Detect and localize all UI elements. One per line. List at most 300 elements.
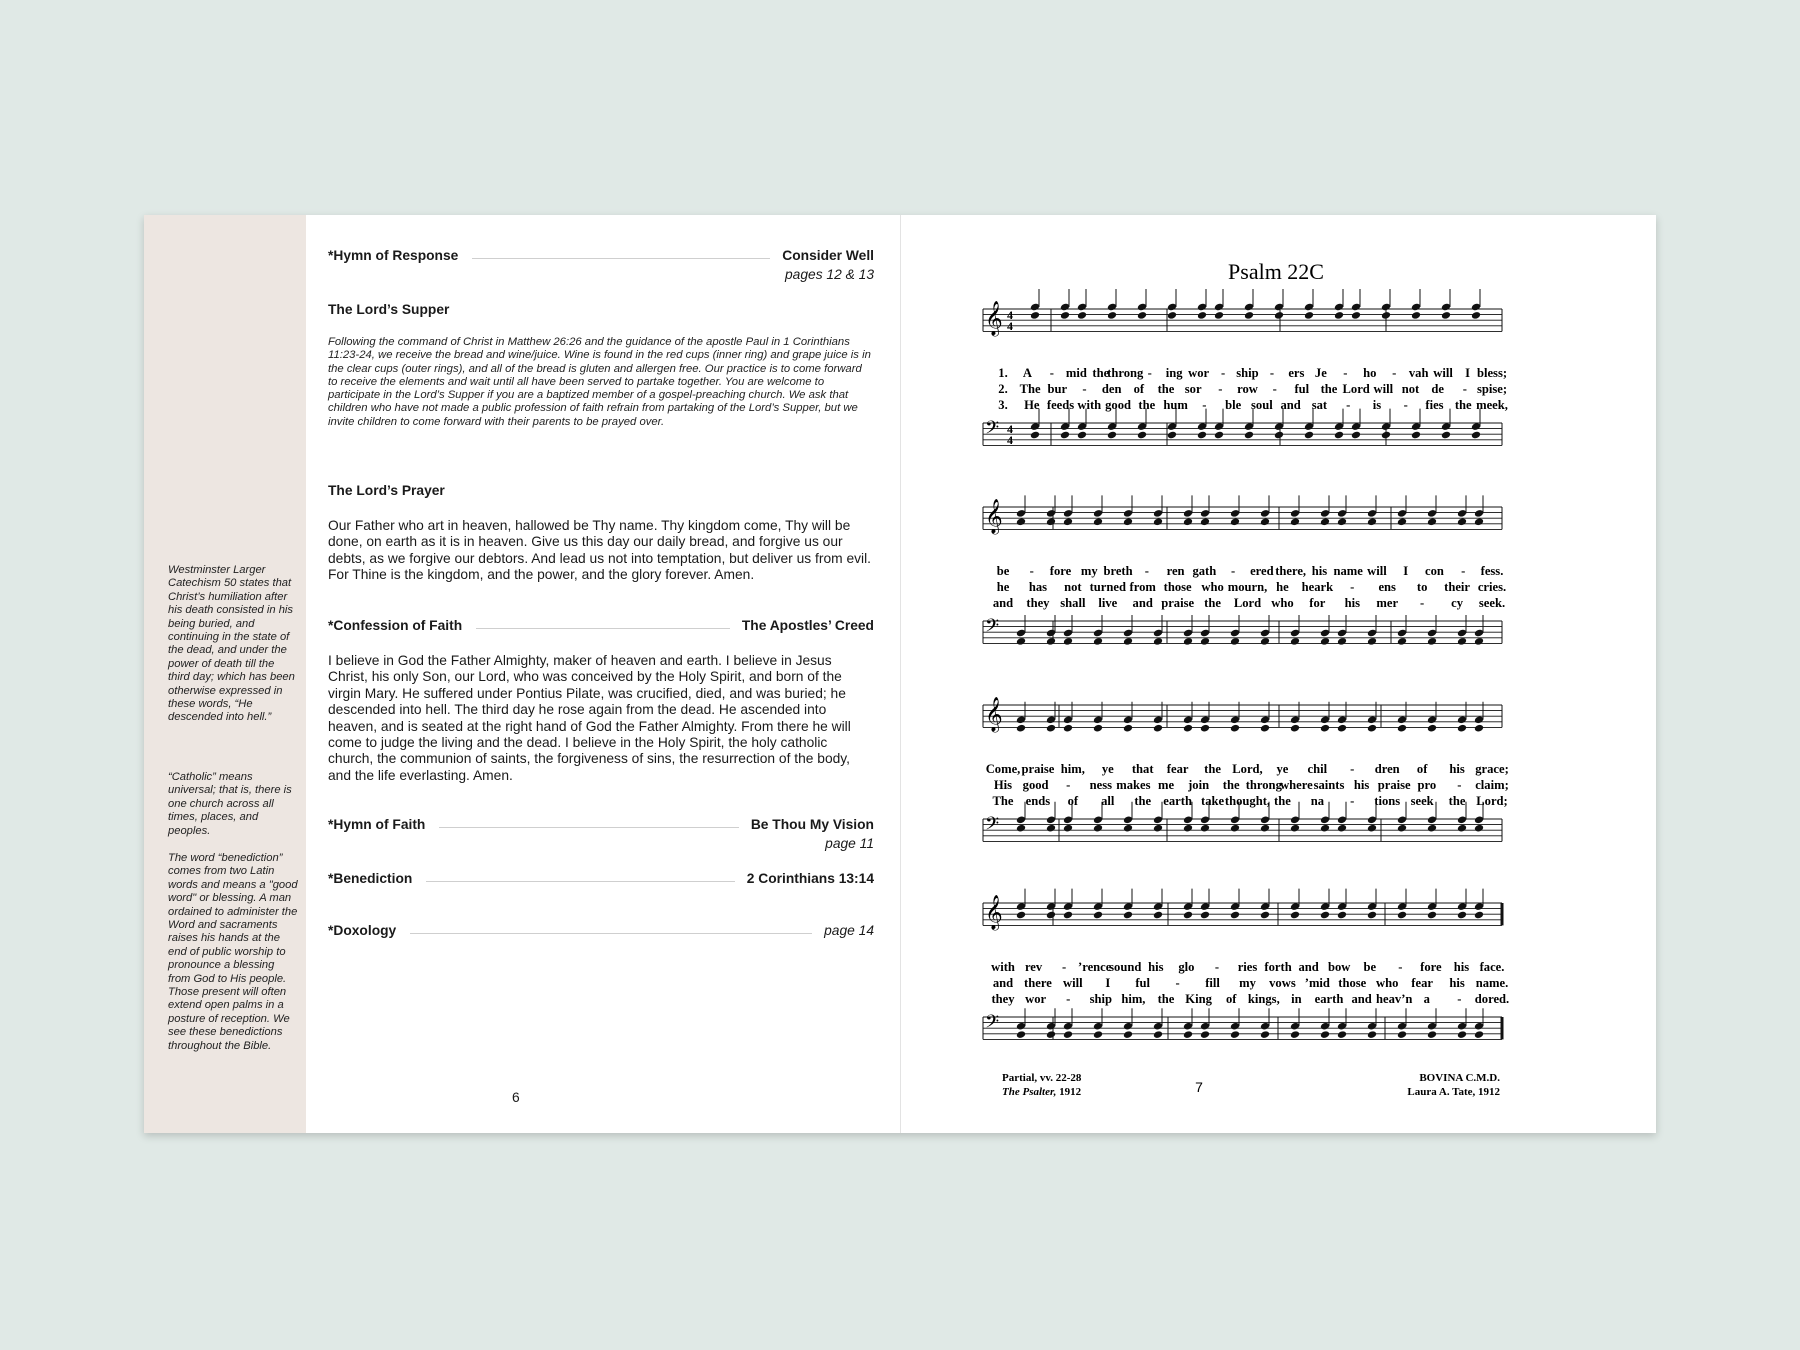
- lyric-syllable: -: [1272, 382, 1277, 396]
- lyric-syllable: Je: [1314, 366, 1327, 380]
- notehead: [1183, 824, 1193, 833]
- lyric-syllable: -: [1214, 960, 1220, 974]
- lyric-syllable: they: [991, 992, 1015, 1006]
- lyric-syllable: grace;: [1475, 762, 1509, 776]
- lyric-syllable: praise: [1161, 596, 1195, 610]
- notehead: [1063, 1030, 1073, 1039]
- lyric-syllable: all: [1101, 794, 1115, 808]
- lyric-syllable: -: [1398, 960, 1403, 974]
- lyric-syllable: shall: [1060, 596, 1086, 610]
- lyric-line: [998, 366, 1507, 380]
- lyric-syllable: the: [1454, 398, 1472, 412]
- notehead: [1351, 431, 1361, 440]
- lyric-syllable: bur: [1047, 382, 1068, 396]
- lyric-syllable: -: [1403, 398, 1408, 412]
- lyric-syllable: he: [996, 580, 1010, 594]
- lyric-line: [997, 580, 1506, 594]
- lyric-syllable: cy: [1451, 596, 1464, 610]
- notehead: [1153, 824, 1163, 833]
- lyric-syllable: dren: [1374, 762, 1400, 776]
- apostles-creed-text: I believe in God the Father Almighty, maker of heaven and earth. I believe in Jesus Christ, his only Son, our Lord, who was conceived by the Holy Spirit, and born of the virgin Mary. He suffered under Pontius Pilate, was crucified, died, and was buried; he descended into hell. The third day he rose again from the dead. He ascended into heaven, and is seated at the right hand of God the Father Almighty. From there he will come to judge the living and the dead. I believe in the Holy Spirit, the holy catholic church, the communion of saints, the forgiveness of sins, the resurrection of the body, and the life everlasting. Amen.: [328, 653, 851, 783]
- notehead: [1153, 911, 1163, 920]
- lyric-syllable: their: [1444, 580, 1471, 594]
- notehead: [1274, 431, 1284, 440]
- lyric-syllable: join: [1188, 778, 1210, 792]
- lyric-syllable: the: [1157, 992, 1175, 1006]
- lyric-syllable: sor: [1184, 382, 1202, 396]
- credit-psalter: [1002, 1086, 1082, 1098]
- lyric-syllable: his: [1353, 778, 1370, 792]
- lyric-syllable: wor: [1188, 366, 1210, 380]
- sidebar-margin: [144, 215, 306, 1133]
- lyric-syllable: -: [1218, 382, 1223, 396]
- lyric-syllable: with: [1077, 398, 1102, 412]
- hymn-of-faith-row: [328, 817, 874, 832]
- notehead: [1183, 517, 1193, 526]
- notehead: [1137, 311, 1147, 320]
- notehead: [1334, 311, 1344, 320]
- lyric-syllable: my: [1080, 564, 1098, 578]
- doxology-page: page 14: [824, 923, 874, 938]
- lyric-syllable: -: [1346, 398, 1351, 412]
- lyric-syllable: a: [1423, 992, 1430, 1006]
- lyric-syllable: him,: [1121, 992, 1146, 1006]
- lyric-syllable: -: [1062, 960, 1067, 974]
- notehead: [1060, 311, 1070, 320]
- notehead: [1244, 311, 1254, 320]
- lyric-syllable: those: [1338, 976, 1367, 990]
- lyric-line: [997, 564, 1504, 578]
- lyric-syllable: breth: [1103, 564, 1133, 578]
- treble-clef: 𝄞: [985, 301, 1003, 336]
- notehead: [1200, 637, 1210, 646]
- notehead: [1337, 637, 1347, 646]
- notehead: [1183, 911, 1193, 920]
- notehead: [1337, 911, 1347, 920]
- lyric-syllable: ends: [1025, 794, 1051, 808]
- lords-prayer-text: Our Father who art in heaven, hallowed be Thy name. Thy kingdom come, Thy will be done, on earth as it is in heaven. Give us this day our daily bread, and forgive us our debts, as we forgive our debtors. And lead us not into temptation, but deliver us from evil. For Thine is the kingdom, and the power, and the glory forever. Amen.: [328, 518, 871, 583]
- notehead: [1427, 911, 1437, 920]
- treble-clef: 𝄞: [985, 697, 1003, 732]
- lyric-syllable: ful: [1135, 976, 1151, 990]
- lyric-syllable: ’mid: [1304, 976, 1330, 990]
- notehead: [1230, 911, 1240, 920]
- lyric-line: [993, 596, 1505, 610]
- notehead: [1046, 517, 1056, 526]
- lyric-line: [998, 382, 1507, 396]
- lyric-syllable: turned: [1089, 580, 1126, 594]
- notehead: [1457, 517, 1467, 526]
- lyric-syllable: mer: [1376, 596, 1399, 610]
- lyric-syllable: The: [992, 794, 1014, 808]
- lyric-syllable: and: [1298, 960, 1319, 974]
- notehead: [1367, 824, 1377, 833]
- lyric-syllable: ered: [1250, 564, 1274, 578]
- lyric-syllable: take: [1201, 794, 1225, 808]
- notehead: [1077, 311, 1087, 320]
- notehead: [1411, 431, 1421, 440]
- lyric-syllable: will: [1367, 564, 1387, 578]
- lyric-syllable: pro: [1417, 778, 1437, 792]
- lyric-syllable: will: [1063, 976, 1083, 990]
- hymn-of-response-row: [328, 248, 874, 263]
- lyric-syllable: thought,: [1224, 794, 1271, 808]
- score-system: [983, 889, 1509, 1040]
- notehead: [1320, 517, 1330, 526]
- credit-partial: Partial, vv. 22-28: [1002, 1072, 1082, 1084]
- hymn-of-response-label: *Hymn of Response: [328, 248, 459, 263]
- lyric-syllable: name: [1333, 564, 1363, 578]
- notehead: [1290, 517, 1300, 526]
- lyric-syllable: is: [1372, 398, 1382, 412]
- notehead: [1337, 824, 1347, 833]
- lyric-syllable: his: [1148, 960, 1164, 974]
- notehead: [1474, 517, 1484, 526]
- notehead: [1197, 311, 1207, 320]
- right-page: [901, 215, 1656, 1133]
- lords-prayer-heading: The Lord’s Prayer: [328, 483, 445, 498]
- score-systems: [983, 289, 1509, 1039]
- notehead: [1123, 911, 1133, 920]
- lyric-syllable: the: [1274, 794, 1291, 808]
- notehead: [1046, 824, 1056, 833]
- lyric-syllable: -: [1049, 366, 1055, 380]
- score-system: [983, 495, 1506, 645]
- lyric-syllable: I: [1403, 564, 1409, 578]
- notehead: [1260, 824, 1270, 833]
- notehead: [1304, 431, 1314, 440]
- lyric-syllable: him,: [1060, 762, 1085, 776]
- lyric-syllable: he: [1276, 580, 1289, 594]
- leader-line: [472, 258, 770, 259]
- page-number-left: 6: [512, 1090, 520, 1105]
- lyric-syllable: ble: [1225, 398, 1242, 412]
- notehead: [1137, 431, 1147, 440]
- notehead: [1427, 824, 1437, 833]
- notehead: [1230, 637, 1240, 646]
- score-system: [983, 697, 1509, 841]
- lyric-syllable: 3.: [998, 398, 1008, 412]
- notehead: [1183, 1030, 1193, 1039]
- benediction-row: [328, 871, 874, 886]
- lyric-syllable: soul: [1251, 398, 1273, 412]
- lyric-syllable: the: [1204, 762, 1221, 776]
- sidenote-benediction: The word “benediction” comes from two Latin words and means a "good word" or blessing. A man ordained to administer the Word and sacraments raises his hands at the end of public worship to pronounce a blessing from God to His people. Those present will often extend open palms in a posture of reception. We see these benedictions throughout the Bible.: [168, 852, 298, 1052]
- time-signature: 4: [1007, 308, 1013, 322]
- time-signature: 4: [1007, 422, 1013, 436]
- notehead: [1123, 724, 1133, 733]
- notehead: [1474, 911, 1484, 920]
- lyric-syllable: and: [1351, 992, 1372, 1006]
- lyric-syllable: bless;: [1476, 366, 1508, 380]
- notehead: [1381, 311, 1391, 320]
- notehead: [1230, 724, 1240, 733]
- notehead: [1123, 637, 1133, 646]
- notehead: [1441, 431, 1451, 440]
- credit-psalter-title: The Psalter,: [1002, 1086, 1057, 1098]
- leader-line: [426, 881, 734, 882]
- lyric-syllable: be: [1363, 960, 1377, 974]
- lyric-syllable: fear: [1166, 762, 1189, 776]
- lyric-syllable: heark: [1301, 580, 1334, 594]
- lyric-syllable: -: [1420, 596, 1425, 610]
- lyric-syllable: -: [1029, 564, 1034, 578]
- lyric-line: [991, 960, 1504, 974]
- sidenote-catholic: “Catholic” means universal; that is, there is one church across all times, places, and peoples.: [168, 771, 292, 837]
- leader-line: [476, 628, 730, 629]
- notehead: [1183, 637, 1193, 646]
- notehead: [1397, 1030, 1407, 1039]
- lyric-syllable: fess.: [1480, 564, 1504, 578]
- notehead: [1060, 431, 1070, 440]
- notehead: [1260, 1030, 1270, 1039]
- notehead: [1471, 311, 1481, 320]
- lyric-syllable: 2.: [998, 382, 1008, 396]
- lyric-syllable: -: [1462, 382, 1467, 396]
- lyric-line: [991, 992, 1509, 1006]
- lyric-syllable: to: [1416, 580, 1428, 594]
- lyric-syllable: of: [1133, 382, 1145, 396]
- lyric-syllable: praise: [1021, 762, 1055, 776]
- notehead: [1260, 517, 1270, 526]
- notehead: [1471, 431, 1481, 440]
- notehead: [1334, 431, 1344, 440]
- lyric-syllable: Lord: [1233, 596, 1262, 610]
- notehead: [1063, 724, 1073, 733]
- lyric-line: [986, 762, 1509, 776]
- lyric-syllable: good: [1022, 778, 1049, 792]
- notehead: [1397, 824, 1407, 833]
- notehead: [1153, 1030, 1163, 1039]
- lyric-syllable: -: [1350, 580, 1355, 594]
- notehead: [1320, 824, 1330, 833]
- lyric-syllable: -: [1392, 366, 1397, 380]
- lyric-line: [994, 778, 1509, 792]
- benediction-label: *Benediction: [328, 871, 413, 886]
- lyric-syllable: ens: [1378, 580, 1396, 594]
- hymn-of-faith-title: Be Thou My Vision: [750, 817, 874, 832]
- lyric-syllable: ho: [1363, 366, 1377, 380]
- lyric-syllable: there,: [1275, 564, 1307, 578]
- lyric-syllable: Come,: [985, 762, 1021, 776]
- notehead: [1304, 311, 1314, 320]
- notehead: [1200, 911, 1210, 920]
- lyric-syllable: and: [992, 596, 1014, 610]
- lyric-syllable: earth: [1314, 992, 1344, 1006]
- lyric-syllable: the: [1204, 596, 1221, 610]
- lyric-syllable: The: [1019, 382, 1041, 396]
- notehead: [1230, 517, 1240, 526]
- lyric-syllable: -: [1220, 366, 1226, 380]
- notehead: [1093, 724, 1103, 733]
- notehead: [1457, 637, 1467, 646]
- lyric-syllable: those: [1163, 580, 1192, 594]
- lyric-syllable: from: [1129, 580, 1156, 594]
- notehead: [1046, 911, 1056, 920]
- lyric-syllable: of: [1067, 794, 1079, 808]
- lyric-syllable: ’rence: [1078, 960, 1112, 974]
- lyric-syllable: his: [1449, 762, 1465, 776]
- notehead: [1063, 911, 1073, 920]
- notehead: [1427, 517, 1437, 526]
- notehead: [1016, 517, 1026, 526]
- lyric-syllable: me: [1157, 778, 1175, 792]
- lyric-line: [993, 976, 1508, 990]
- lyric-syllable: -: [1457, 778, 1462, 792]
- notehead: [1474, 824, 1484, 833]
- lyric-syllable: tions: [1374, 794, 1401, 808]
- credit-composer: Laura A. Tate, 1912: [1407, 1086, 1500, 1098]
- lyric-syllable: his: [1311, 564, 1328, 578]
- lords-supper-text: Following the command of Christ in Matthew 26:26 and the guidance of the apostle Paul in 1 Corinthians 11:23-24, we receive the bread and wine/juice. Wine is found in the red cups (inner ring) and grape juice is in the clear cups (outer rings), and all of the bread is gluten and allergen free. Our practice is to come forward to receive the elements and wait until all have been served to partake together. You are welcome to participate in the Lord’s Supper if you are a baptized member of a gospel-preaching church. We ask that children who have not made a public profession of faith refrain from partaking of the Lord’s Supper, but we invite children to come forward with their parents to be prayed over.: [328, 336, 871, 428]
- lyric-syllable: vah: [1408, 366, 1429, 380]
- notehead: [1474, 1030, 1484, 1039]
- notehead: [1260, 724, 1270, 733]
- notehead: [1153, 637, 1163, 646]
- credit-tune: BOVINA C.M.D.: [1419, 1072, 1500, 1084]
- lyric-syllable: the: [1320, 382, 1338, 396]
- notehead: [1093, 637, 1103, 646]
- lyric-syllable: His: [993, 778, 1013, 792]
- lyric-syllable: not: [1401, 382, 1420, 396]
- notehead: [1337, 517, 1347, 526]
- lyric-syllable: ing: [1165, 366, 1183, 380]
- time-signature: 4: [1007, 319, 1013, 333]
- confession-row: [328, 618, 874, 633]
- notehead: [1063, 517, 1073, 526]
- lyric-syllable: sat: [1311, 398, 1328, 412]
- notehead: [1290, 1030, 1300, 1039]
- lyric-syllable: seek: [1410, 794, 1434, 808]
- notehead: [1123, 1030, 1133, 1039]
- lyric-syllable: his: [1344, 596, 1360, 610]
- lyric-syllable: glo: [1178, 960, 1195, 974]
- lyric-syllable: ness: [1089, 778, 1113, 792]
- lyric-syllable: I: [1105, 976, 1111, 990]
- lyric-syllable: Lord,: [1232, 762, 1263, 776]
- notehead: [1093, 911, 1103, 920]
- lyric-syllable: that: [1131, 762, 1154, 776]
- lyric-syllable: -: [1202, 398, 1207, 412]
- notehead: [1063, 637, 1073, 646]
- lyric-syllable: wor: [1025, 992, 1047, 1006]
- notehead: [1290, 724, 1300, 733]
- notehead: [1016, 911, 1026, 920]
- lyric-syllable: -: [1175, 976, 1180, 990]
- lyric-syllable: -: [1144, 564, 1149, 578]
- hymn-score: [901, 215, 1656, 1133]
- lyric-syllable: ye: [1276, 762, 1289, 776]
- notehead: [1274, 311, 1284, 320]
- lyric-syllable: -: [1231, 564, 1236, 578]
- lyric-syllable: who: [1271, 596, 1294, 610]
- doxology-row: [328, 923, 874, 938]
- lyric-syllable: -: [1269, 366, 1275, 380]
- lyric-syllable: ers: [1288, 366, 1305, 380]
- notehead: [1290, 824, 1300, 833]
- lyric-syllable: den: [1101, 382, 1122, 396]
- notehead: [1214, 431, 1224, 440]
- lyric-syllable: I: [1465, 366, 1471, 380]
- lyric-syllable: in: [1291, 992, 1302, 1006]
- lyric-syllable: good: [1105, 398, 1132, 412]
- sidenote-catechism: Westminster Larger Catechism 50 states that Christ’s humiliation after his death consisted in his being buried, and continuing in the state of the dead, and under the power of death till the third day; which has been otherwise expressed in these words, “He descended into hell.”: [168, 564, 295, 724]
- lyric-syllable: and: [1132, 596, 1153, 610]
- lyric-syllable: who: [1201, 580, 1224, 594]
- lyric-syllable: and: [992, 976, 1014, 990]
- notehead: [1197, 431, 1207, 440]
- notehead: [1016, 824, 1026, 833]
- lyric-syllable: con: [1425, 564, 1444, 578]
- lyric-syllable: -: [1082, 382, 1087, 396]
- notehead: [1107, 311, 1117, 320]
- notehead: [1320, 724, 1330, 733]
- lords-supper-heading: The Lord’s Supper: [328, 302, 450, 317]
- lyric-syllable: kings,: [1247, 992, 1280, 1006]
- notehead: [1260, 637, 1270, 646]
- credit-psalter-year: 1912: [1059, 1086, 1082, 1098]
- time-signature: 4: [1007, 433, 1013, 447]
- lyric-syllable: the: [1222, 778, 1240, 792]
- treble-clef: 𝄞: [985, 499, 1003, 534]
- lyric-syllable: ship: [1089, 992, 1113, 1006]
- notehead: [1153, 517, 1163, 526]
- lyric-syllable: bow: [1327, 960, 1351, 974]
- lyric-syllable: Lord;: [1476, 794, 1508, 808]
- lyric-syllable: King: [1185, 992, 1212, 1006]
- lyric-syllable: fore: [1049, 564, 1072, 578]
- lyric-syllable: the: [1134, 794, 1152, 808]
- notehead: [1153, 724, 1163, 733]
- notehead: [1457, 911, 1467, 920]
- lyric-syllable: makes: [1116, 778, 1151, 792]
- notehead: [1367, 1030, 1377, 1039]
- notehead: [1457, 824, 1467, 833]
- notehead: [1397, 724, 1407, 733]
- lyric-syllable: -: [1350, 762, 1355, 776]
- lyric-syllable: who: [1376, 976, 1399, 990]
- notehead: [1337, 724, 1347, 733]
- notehead: [1183, 724, 1193, 733]
- lyric-syllable: Lord: [1342, 382, 1370, 396]
- hymn-of-faith-pages: page 11: [825, 836, 874, 851]
- notehead: [1367, 724, 1377, 733]
- notehead: [1230, 1030, 1240, 1039]
- notehead: [1427, 1030, 1437, 1039]
- booklet-spread: [144, 215, 1656, 1133]
- bass-clef: 𝄢: [985, 1012, 1000, 1037]
- lyric-syllable: fill: [1205, 976, 1220, 990]
- lyric-syllable: of: [1225, 992, 1237, 1006]
- psalm-title: Psalm 22C: [1228, 259, 1324, 284]
- notehead: [1397, 911, 1407, 920]
- lyric-syllable: praise: [1377, 778, 1411, 792]
- lyric-syllable: the: [1448, 794, 1466, 808]
- confession-label: *Confession of Faith: [328, 618, 463, 633]
- lyric-syllable: gath: [1192, 564, 1217, 578]
- notehead: [1290, 637, 1300, 646]
- lyric-syllable: saints: [1313, 778, 1345, 792]
- lyric-syllable: not: [1064, 580, 1082, 594]
- notehead: [1367, 911, 1377, 920]
- lyric-syllable: -: [1461, 564, 1466, 578]
- lyric-syllable: face.: [1479, 960, 1505, 974]
- notehead: [1093, 1030, 1103, 1039]
- lyric-syllable: -: [1350, 794, 1355, 808]
- hymn-of-response-pages: pages 12 & 13: [785, 267, 874, 282]
- notehead: [1016, 724, 1026, 733]
- lyric-syllable: ful: [1294, 382, 1310, 396]
